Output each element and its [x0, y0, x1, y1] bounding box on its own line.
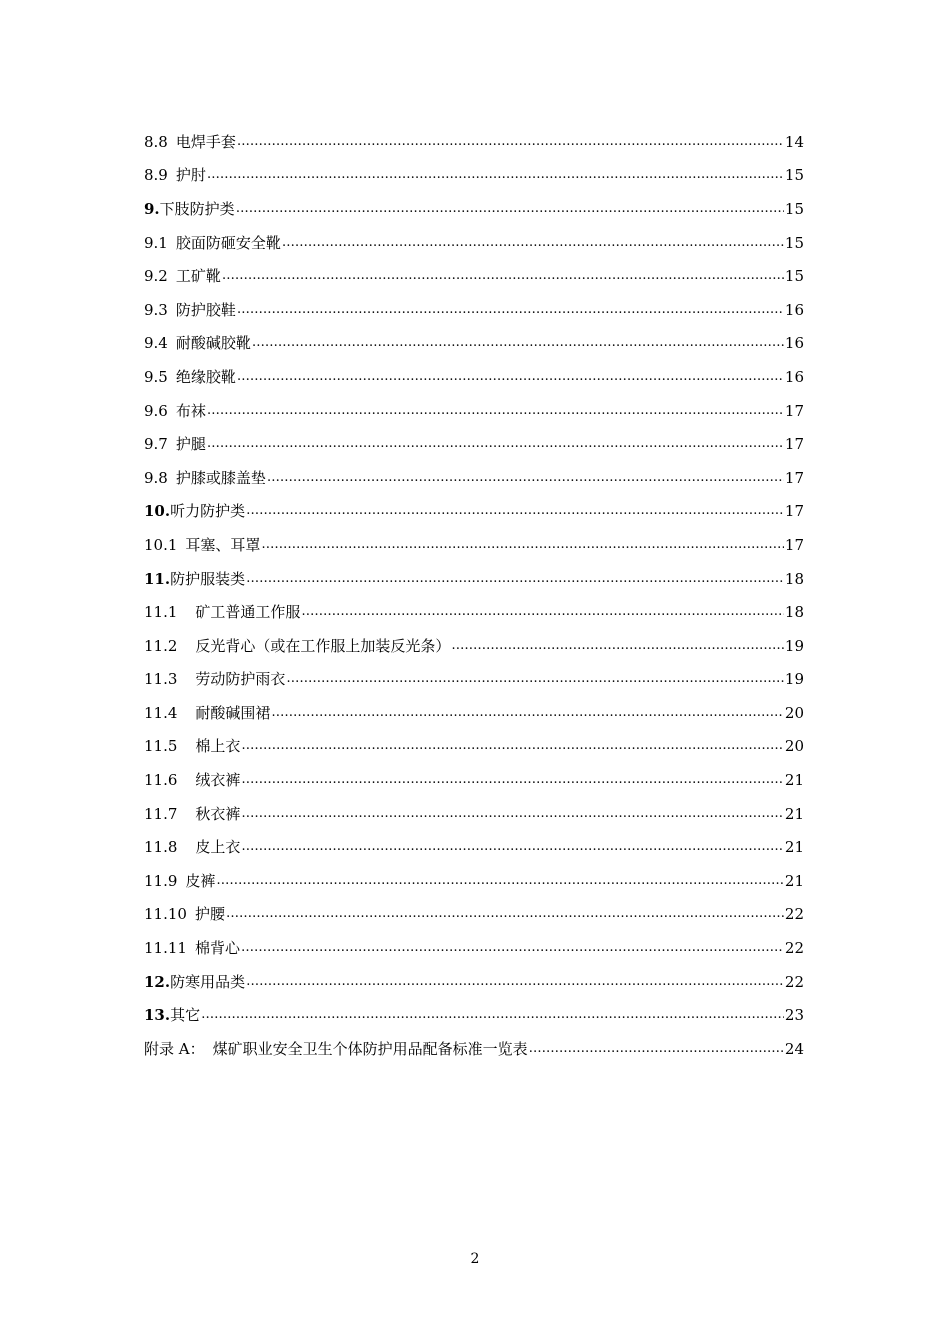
toc-entry-page: 21 — [784, 871, 804, 890]
toc-entry-title: 秋衣裤 — [195, 804, 241, 823]
toc-entry-number: 11.8 — [144, 838, 178, 857]
toc-entry[interactable] — [144, 763, 804, 797]
toc-dot-leader — [301, 602, 783, 622]
toc-entry-page: 17 — [784, 468, 804, 487]
toc-entry-page: 22 — [784, 905, 804, 924]
toc-entry[interactable] — [144, 595, 804, 629]
toc-entry-number: 13. — [144, 1006, 171, 1025]
toc-entry-title: 耐酸碱围裙 — [195, 703, 271, 722]
toc-entry[interactable] — [144, 495, 804, 529]
toc-entry-number: 附录 A： — [144, 1039, 205, 1058]
toc-dot-leader — [207, 165, 784, 185]
toc-entry-title: 煤矿职业安全卫生个体防护用品配备标准一览表 — [212, 1039, 528, 1058]
toc-entry-page: 16 — [784, 300, 804, 319]
toc-entry-title: 棉上衣 — [195, 737, 241, 756]
toc-entry-page: 21 — [784, 771, 804, 790]
toc-dot-leader — [451, 636, 783, 656]
toc-entry-page: 22 — [784, 972, 804, 991]
toc-entry[interactable] — [144, 797, 804, 831]
toc-entry-number: 11.9 — [144, 871, 178, 890]
toc-entry-number: 9.7 — [144, 435, 168, 454]
toc-entry[interactable] — [144, 192, 804, 226]
toc-entry-page: 16 — [784, 367, 804, 386]
toc-entry-number: 9. — [144, 199, 160, 218]
toc-entry-title: 绝缘胶靴 — [175, 367, 236, 386]
toc-dot-leader — [529, 1039, 784, 1059]
toc-dot-leader — [246, 501, 784, 521]
toc-dot-leader — [237, 132, 784, 152]
toc-entry[interactable] — [144, 125, 804, 159]
toc-entry-page: 20 — [784, 703, 804, 722]
toc-dot-leader — [237, 367, 784, 387]
toc-entry-title: 护腰 — [194, 905, 225, 924]
toc-entry[interactable] — [144, 730, 804, 764]
toc-dot-leader — [216, 871, 783, 891]
toc-entry-page: 17 — [784, 401, 804, 420]
toc-entry-page: 21 — [784, 838, 804, 857]
toc-entry-title: 皮上衣 — [195, 838, 241, 857]
toc-entry[interactable] — [144, 293, 804, 327]
toc-entry[interactable] — [144, 394, 804, 428]
toc-entry-title: 胶面防砸安全靴 — [175, 233, 281, 252]
toc-entry[interactable] — [144, 663, 804, 697]
toc-entry-number: 9.1 — [144, 233, 168, 252]
toc-dot-leader — [241, 770, 783, 790]
toc-entry-title: 护肘 — [175, 166, 206, 185]
toc-entry-number: 11. — [144, 569, 171, 588]
toc-dot-leader — [237, 300, 784, 320]
toc-entry-page: 23 — [784, 1006, 804, 1025]
toc-entry[interactable] — [144, 1032, 804, 1066]
toc-dot-leader — [271, 703, 783, 723]
toc-entry[interactable] — [144, 327, 804, 361]
toc-dot-leader — [286, 669, 783, 689]
toc-dot-leader — [241, 804, 783, 824]
toc-entry-title: 矿工普通工作服 — [195, 603, 301, 622]
toc-entry-title: 防护胶鞋 — [175, 300, 236, 319]
toc-entry[interactable] — [144, 830, 804, 864]
toc-entry-number: 9.5 — [144, 367, 168, 386]
toc-entry-number: 11.2 — [144, 636, 178, 655]
page-number: 2 — [470, 1251, 480, 1267]
toc-entry-number: 9.3 — [144, 300, 168, 319]
toc-entry-page: 16 — [784, 334, 804, 353]
toc-entry-number: 11.6 — [144, 771, 178, 790]
toc-entry-title: 耐酸碱胶靴 — [175, 334, 251, 353]
toc-dot-leader — [267, 468, 784, 488]
toc-dot-leader — [246, 972, 784, 992]
toc-entry-number: 10. — [144, 502, 171, 521]
toc-entry-title: 绒衣裤 — [195, 771, 241, 790]
toc-entry-number: 9.8 — [144, 468, 168, 487]
toc-entry-page: 17 — [784, 435, 804, 454]
toc-entry-page: 17 — [784, 535, 804, 554]
table-of-contents — [144, 125, 804, 1066]
toc-entry-title: 防寒用品类 — [170, 972, 246, 991]
toc-entry-page: 22 — [784, 939, 804, 958]
toc-entry-title: 其它 — [170, 1006, 201, 1025]
toc-dot-leader — [241, 938, 784, 958]
toc-dot-leader — [236, 199, 784, 219]
toc-entry-title: 下肢防护类 — [159, 199, 235, 218]
toc-dot-leader — [246, 569, 784, 589]
toc-entry[interactable] — [144, 159, 804, 193]
toc-entry[interactable] — [144, 461, 804, 495]
toc-entry-page: 18 — [784, 603, 804, 622]
toc-entry-title: 护膝或膝盖垫 — [175, 468, 266, 487]
toc-dot-leader — [222, 266, 784, 286]
toc-entry-page: 19 — [784, 636, 804, 655]
toc-entry-number: 10.1 — [144, 535, 178, 554]
toc-entry-number: 9.6 — [144, 401, 168, 420]
toc-entry[interactable] — [144, 259, 804, 293]
toc-entry-page: 18 — [784, 569, 804, 588]
toc-entry-number: 11.5 — [144, 737, 178, 756]
toc-entry[interactable] — [144, 864, 804, 898]
toc-dot-leader — [282, 233, 784, 253]
toc-dot-leader — [207, 434, 784, 454]
toc-entry-number: 11.10 — [144, 905, 187, 924]
toc-entry[interactable] — [144, 931, 804, 965]
toc-dot-leader — [207, 401, 784, 421]
toc-dot-leader — [226, 904, 784, 924]
toc-entry-title: 电焊手套 — [175, 132, 236, 151]
toc-entry-title: 耳塞、耳罩 — [185, 535, 261, 554]
toc-entry-number: 8.9 — [144, 166, 168, 185]
toc-entry-title: 防护服装类 — [170, 569, 246, 588]
toc-entry[interactable] — [144, 427, 804, 461]
toc-entry[interactable] — [144, 629, 804, 663]
toc-entry-page: 20 — [784, 737, 804, 756]
toc-entry[interactable] — [144, 696, 804, 730]
toc-entry[interactable] — [144, 998, 804, 1032]
toc-entry-page: 17 — [784, 502, 804, 521]
toc-entry-page: 15 — [784, 267, 804, 286]
toc-dot-leader — [201, 1005, 784, 1025]
toc-entry-number: 11.7 — [144, 804, 178, 823]
toc-entry-page: 21 — [784, 804, 804, 823]
toc-entry-number: 11.1 — [144, 603, 178, 622]
toc-entry-number: 11.11 — [144, 939, 187, 958]
toc-entry-number: 11.4 — [144, 703, 178, 722]
toc-entry-page: 24 — [784, 1039, 804, 1058]
toc-entry-title: 反光背心（或在工作服上加装反光条） — [195, 636, 451, 655]
toc-entry-page: 15 — [784, 233, 804, 252]
toc-entry-title: 劳动防护雨衣 — [195, 670, 286, 689]
toc-entry-number: 8.8 — [144, 132, 168, 151]
toc-entry-title: 听力防护类 — [170, 502, 246, 521]
toc-entry[interactable] — [144, 965, 804, 999]
toc-entry-page: 19 — [784, 670, 804, 689]
toc-dot-leader — [261, 535, 783, 555]
toc-entry-title: 护腿 — [175, 435, 206, 454]
toc-entry[interactable] — [144, 898, 804, 932]
toc-dot-leader — [241, 837, 783, 857]
toc-entry-title: 布袜 — [175, 401, 206, 420]
toc-entry[interactable] — [144, 226, 804, 260]
toc-entry[interactable] — [144, 360, 804, 394]
toc-entry-number: 9.4 — [144, 334, 168, 353]
toc-dot-leader — [241, 736, 783, 756]
toc-entry-title: 棉背心 — [194, 939, 240, 958]
toc-entry-number: 11.3 — [144, 670, 178, 689]
toc-entry-title: 皮裤 — [185, 871, 216, 890]
toc-entry-page: 15 — [784, 199, 804, 218]
toc-entry-page: 14 — [784, 132, 804, 151]
toc-entry-number: 9.2 — [144, 267, 168, 286]
toc-entry[interactable] — [144, 562, 804, 596]
toc-entry[interactable] — [144, 528, 804, 562]
toc-dot-leader — [252, 333, 784, 353]
toc-entry-number: 12. — [144, 972, 171, 991]
toc-entry-page: 15 — [784, 166, 804, 185]
toc-entry-title: 工矿靴 — [175, 267, 221, 286]
